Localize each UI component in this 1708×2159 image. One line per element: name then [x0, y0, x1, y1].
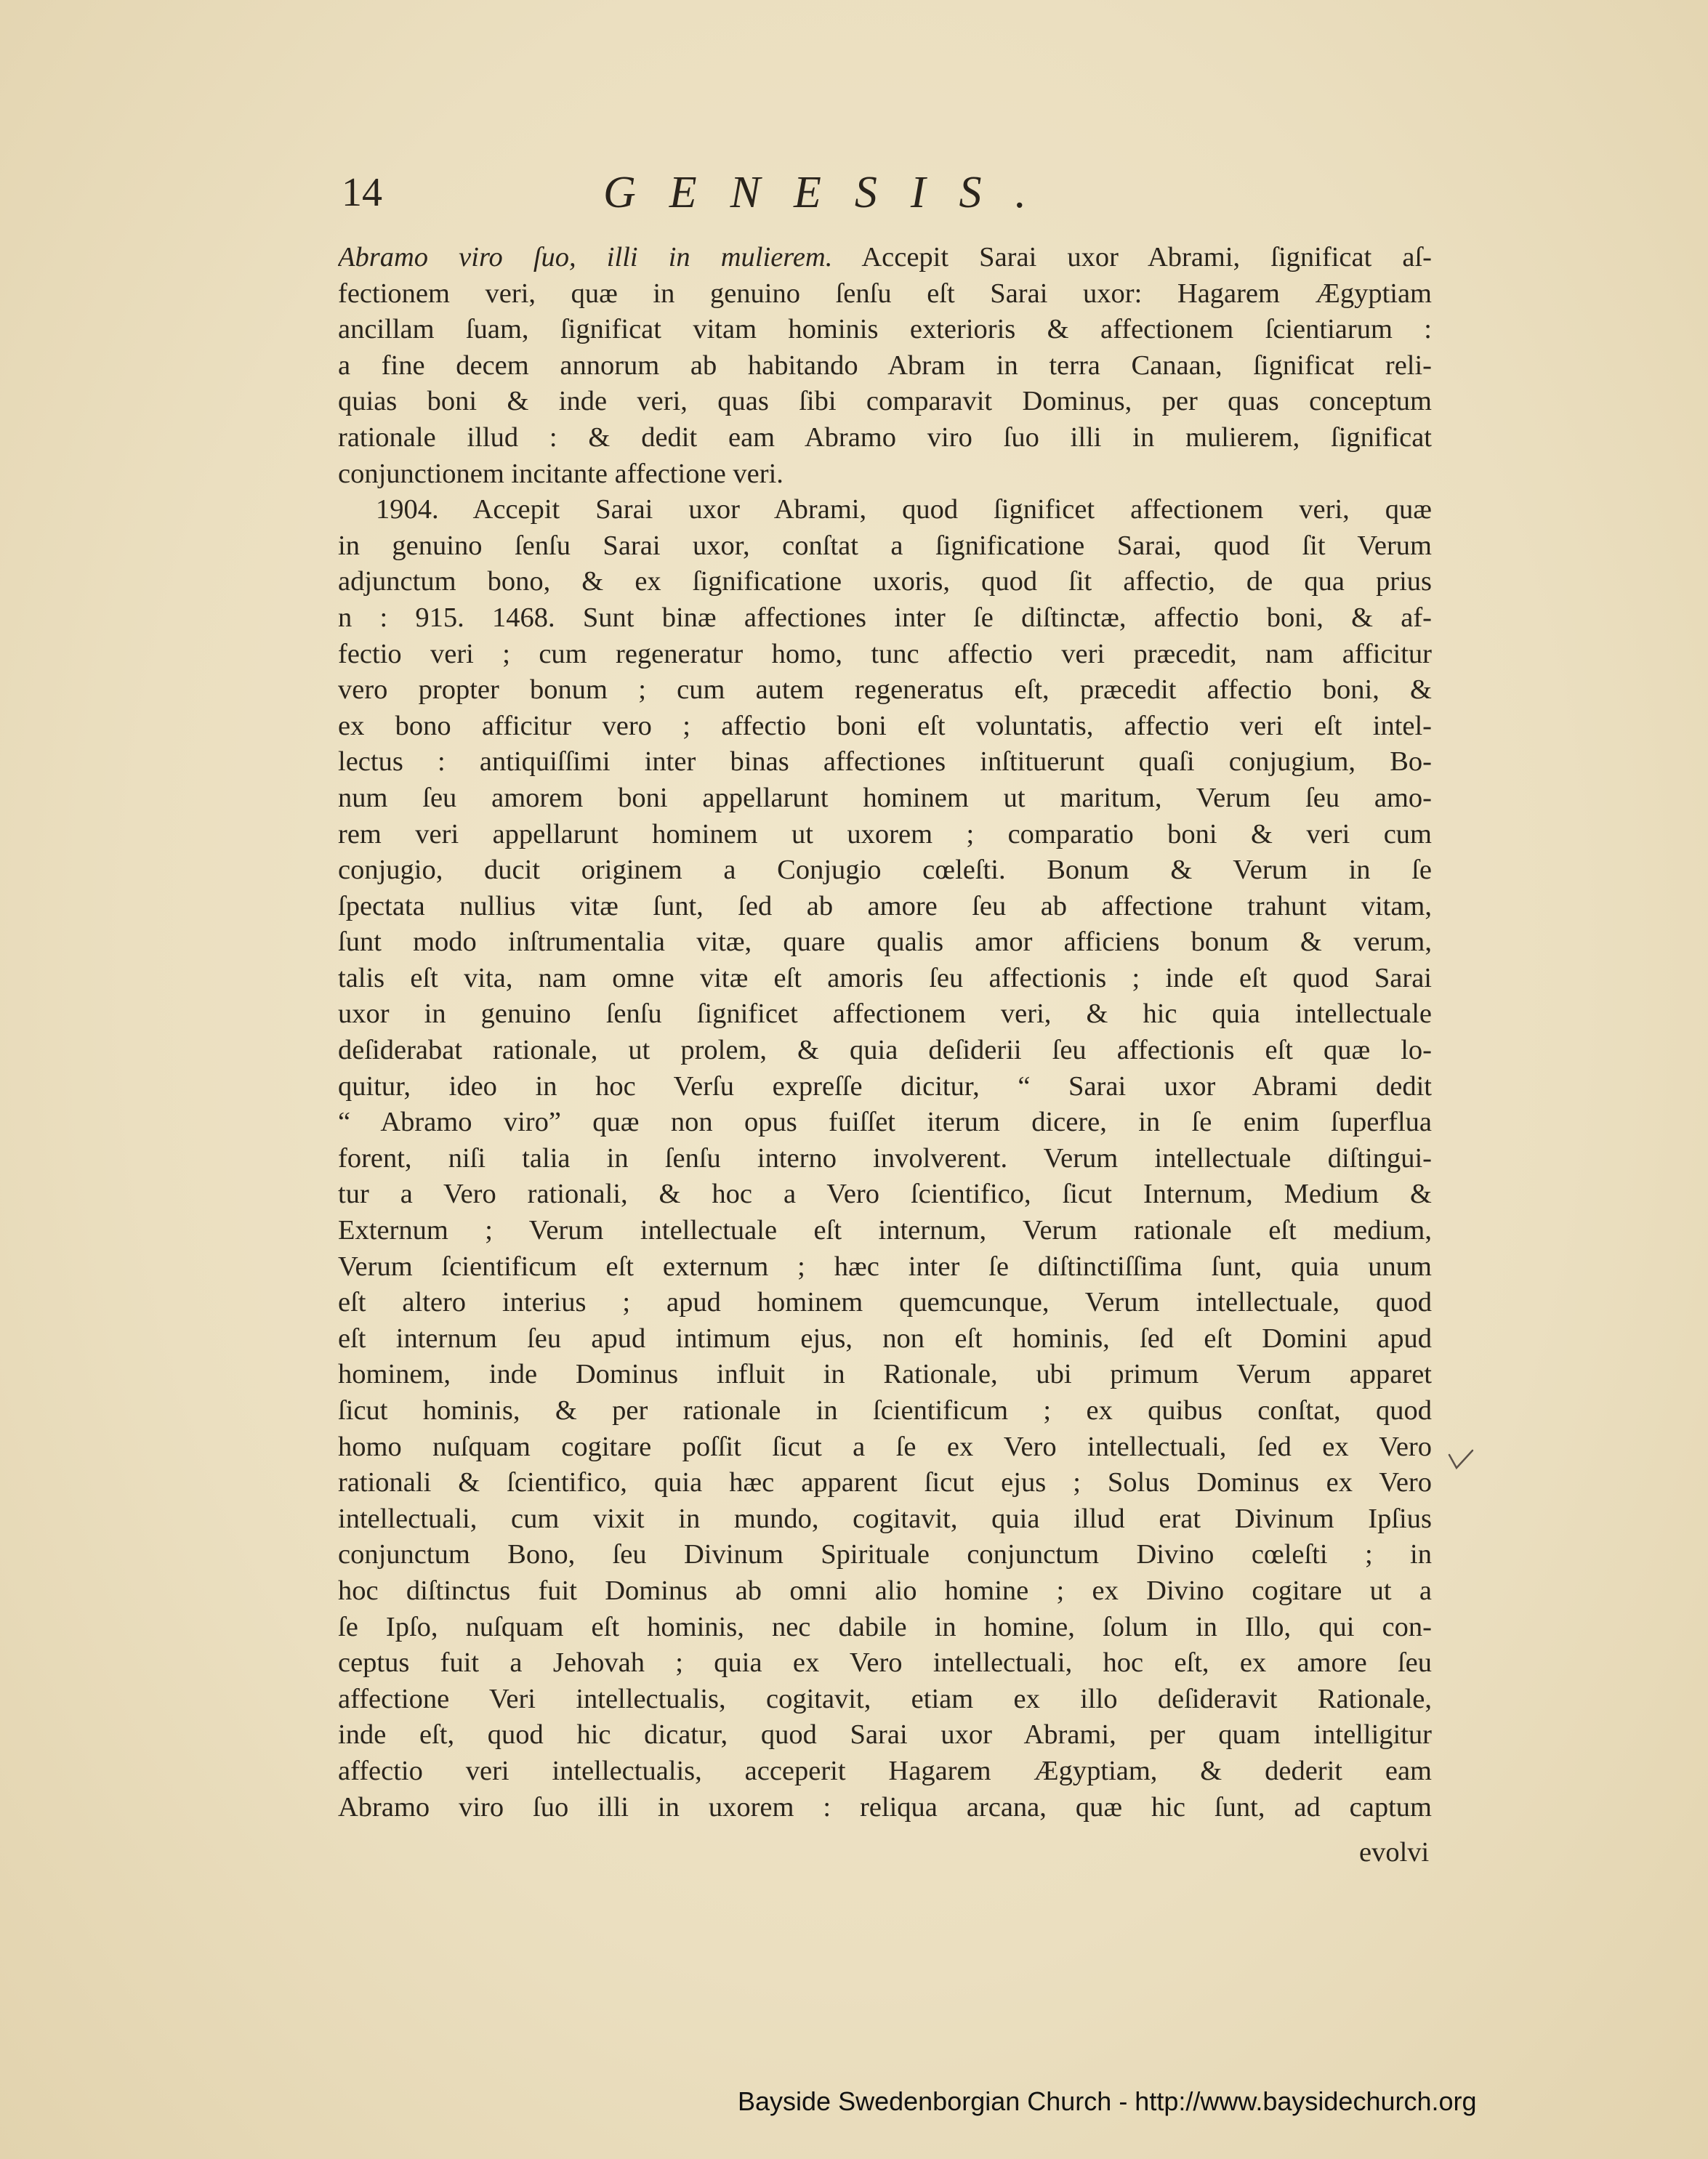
watermark-text: Bayside Swedenborgian Church - http://www.baysidechurch.org	[738, 2086, 1477, 2116]
text-line: talis eſt vita, nam omne vitæ eſt amoris ſeu affectionis ; inde eſt quod Sarai	[338, 962, 1432, 993]
text-line: inde eſt, quod hic dicatur, quod Sarai uxor Abrami, per quam intelligitur	[338, 1719, 1432, 1751]
page-number: 14	[342, 170, 382, 215]
text-line: num ſeu amorem boni appellarunt hominem ut maritum, Verum ſeu amo-	[338, 782, 1432, 813]
text-line: in genuino ſenſu Sarai uxor, conſtat a ſignificatione Sarai, quod ſit Verum	[338, 530, 1432, 561]
text-line: uxor in genuino ſenſu ſignificet affectionem veri, & hic quia intellectuale	[338, 998, 1432, 1030]
text-line: quitur, ideo in hoc Verſu expreſſe dicitur, “ Sarai uxor Abrami dedit	[338, 1070, 1432, 1102]
page-header	[342, 164, 1439, 222]
text-line: Abramo viro ſuo, illi in mulierem. Accepit Sarai uxor Abrami, ſignificat aſ-	[338, 242, 1432, 273]
text-line: conjunctionem incitante affectione veri.	[338, 458, 783, 489]
text-line: ceptus fuit a Jehovah ; quia ex Vero intellectuali, hoc eſt, ex amore ſeu	[338, 1647, 1432, 1679]
text-line: conjugio, ducit originem a Conjugio cœleſti. Bonum & Verum in ſe	[338, 855, 1432, 886]
text-line: Abramo viro ſuo illi in uxorem : reliqua arcana, quæ hic ſunt, ad captum	[338, 1791, 1432, 1823]
text-line: rationale illud : & dedit eam Abramo viro ſuo illi in mulierem, ſignificat	[338, 421, 1432, 453]
text-line: conjunctum Bono, ſeu Divinum Spirituale conjunctum Divino cœleſti ; in	[338, 1539, 1432, 1570]
text-line: “ Abramo viro” quæ non opus fuiſſet iterum dicere, in ſe enim ſuperflua	[338, 1107, 1432, 1138]
text-line: Verum ſcientificum eſt externum ; hæc inter ſe diſtinctiſſima ſunt, quia unum	[338, 1251, 1432, 1282]
text-line: a fine decem annorum ab habitando Abram in terra Canaan, ſignificat reli-	[338, 350, 1432, 381]
text-line: n : 915. 1468. Sunt binæ affectiones inter ſe diſtinctæ, affectio boni, & af-	[338, 602, 1432, 633]
text-line: Externum ; Verum intellectuale eſt internum, Verum rationale eſt medium,	[338, 1215, 1432, 1246]
text-line: ſe Ipſo, nuſquam eſt hominis, nec dabile in homine, ſolum in Illo, qui con-	[338, 1611, 1432, 1642]
text-line: lectus : antiquiſſimi inter binas affectiones inſtituerunt quaſi conjugium, Bo-	[338, 746, 1432, 778]
text-line: forent, niſi talia in ſenſu interno involverent. Verum intellectuale diſtingui-	[338, 1142, 1432, 1174]
text-line: fectio veri ; cum regeneratur homo, tunc affectio veri præcedit, nam afficitur	[338, 638, 1432, 669]
text-line: ſunt modo inſtrumentalia vitæ, quare qualis amor afficiens bonum & verum,	[338, 927, 1432, 958]
text-line: intellectuali, cum vixit in mundo, cogitavit, quia illud erat Divinum Ipſius	[338, 1503, 1432, 1534]
text-line: hoc diſtinctus fuit Dominus ab omni alio homine ; ex Divino cogitare ut a	[338, 1575, 1432, 1606]
text-line: affectione Veri intellectualis, cogitavit, etiam ex illo deſideravit Rationale,	[338, 1683, 1432, 1714]
text-line: ex bono afficitur vero ; affectio boni eſt voluntatis, affectio veri eſt intel-	[338, 710, 1432, 741]
text-line: ſicut hominis, & per rationale in ſcientificum ; ex quibus conſtat, quod	[338, 1395, 1432, 1426]
text-line: adjunctum bono, & ex ſignificatione uxoris, quod ſit affectio, de qua prius	[338, 566, 1432, 597]
text-line: ſpectata nullius vitæ ſunt, ſed ab amore ſeu ab affectione trahunt vitam,	[338, 890, 1432, 921]
italic-verse-quote: Abramo viro ſuo, illi in mulierem.	[338, 242, 833, 273]
checkmark-icon	[1446, 1445, 1475, 1474]
running-title: GENESIS.	[603, 168, 1060, 217]
text-line: fectionem veri, quæ in genuino ſenſu eſt Sarai uxor: Hagarem Ægyptiam	[338, 278, 1432, 309]
text-line: rationali & ſcientifico, quia hæc apparent ſicut ejus ; Solus Dominus ex Vero	[338, 1467, 1432, 1498]
text-line: affectio veri intellectualis, acceperit Hagarem Ægyptiam, & dederit eam	[338, 1755, 1432, 1786]
text-line: eſt altero interius ; apud hominem quemcunque, Verum intellectuale, quod	[338, 1287, 1432, 1318]
text-line: hominem, inde Dominus influit in Rationale, ubi primum Verum apparet	[338, 1359, 1432, 1390]
text-line: eſt internum ſeu apud intimum ejus, non eſt hominis, ſed eſt Domini apud	[338, 1323, 1432, 1354]
paragraph-1904-start: 1904. Accepit Sarai uxor Abrami, quod ſignificet affectionem veri, quæ	[376, 494, 1432, 525]
catchword: evolvi	[1359, 1837, 1430, 1868]
text-line: deſiderabat rationale, ut prolem, & quia deſiderii ſeu affectionis eſt quæ lo-	[338, 1035, 1432, 1066]
text-line: tur a Vero rationali, & hoc a Vero ſcientifico, ſicut Internum, Medium &	[338, 1179, 1432, 1210]
text-line: vero propter bonum ; cum autem regeneratus eſt, præcedit affectio boni, &	[338, 674, 1432, 706]
body-text	[338, 240, 1432, 1825]
text-line: rem veri appellarunt hominem ut uxorem ; comparatio boni & veri cum	[338, 818, 1432, 850]
text-line: ancillam ſuam, ſignificat vitam hominis exterioris & affectionem ſcientiarum :	[338, 314, 1432, 345]
text-line: quias boni & inde veri, quas ſibi comparavit Dominus, per quas conceptum	[338, 386, 1432, 417]
text-line: homo nuſquam cogitare poſſit ſicut a ſe ex Vero intellectuali, ſed ex Vero	[338, 1431, 1432, 1462]
